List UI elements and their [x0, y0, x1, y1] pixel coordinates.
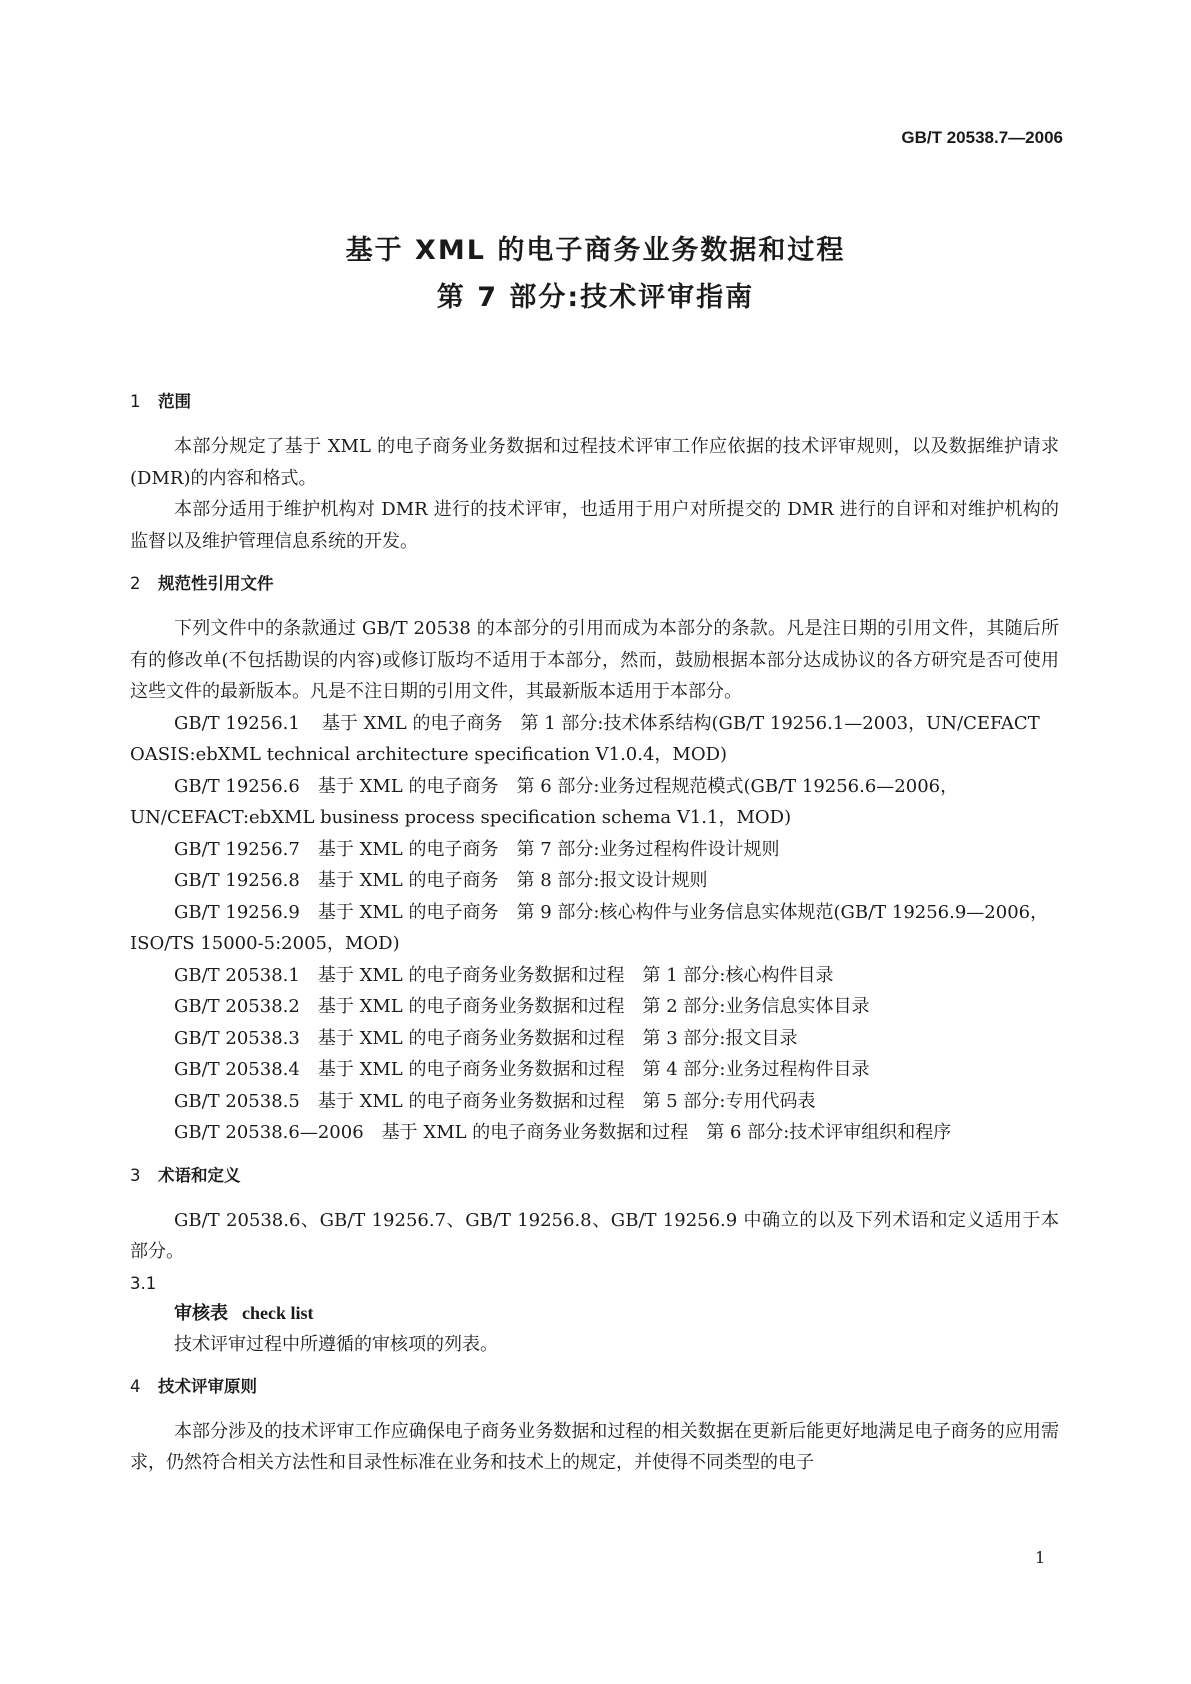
section-title: 术语和定义 [158, 1165, 241, 1185]
section-3-paragraph-1: GB/T 20538.6、GB/T 19256.7、GB/T 19256.8、GB/T 19256.9 中确立的以及下列术语和定义适用于本部分。 [130, 1209, 1059, 1262]
reference-item: GB/T 19256.8 基于 XML 的电子商务 第 8 部分:报文设计规则 [174, 870, 708, 891]
term-definition: 技术评审过程中所遵循的审核项的列表。 [174, 1333, 498, 1355]
section-4-paragraph-1: 本部分涉及的技术评审工作应确保电子商务业务数据和过程的相关数据在更新后能更好地满足电子商务的应用需求，仍然符合相关方法性和目录性标准在业务和技术上的规定，并使得不同类型的电子 [130, 1420, 1059, 1473]
reference-item: GB/T 19256.6 基于 XML 的电子商务 第 6 部分:业务过程规范模式(GB/T 19256.6—2006，UN/CEFACT:ebXML business process specification schema V1.1，MOD) [130, 775, 959, 828]
section-4-heading [130, 1374, 1059, 1400]
section-number: 2 [130, 574, 141, 593]
reference-item: GB/T 20538.1 基于 XML 的电子商务业务数据和过程 第 1 部分:核心构件目录 [174, 964, 834, 986]
section-2-heading [130, 571, 1059, 597]
section-1-heading [130, 389, 1059, 415]
section-title: 技术评审原则 [158, 1376, 257, 1396]
reference-item: GB/T 20538.6—2006 基于 XML 的电子商务业务数据和过程 第 6 部分:技术评审组织和程序 [174, 1122, 952, 1143]
section-title: 范围 [158, 392, 191, 411]
section-number: 3 [130, 1165, 141, 1185]
section-1-paragraph-2: 本部分适用于维护机构对 DMR 进行的技术评审，也适用于用户对所提交的 DMR 进行的自评和对维护机构的监督以及维护管理信息系统的开发。 [130, 499, 1059, 552]
document-body [130, 375, 1059, 1479]
reference-item: GB/T 20538.5 基于 XML 的电子商务业务数据和过程 第 5 部分:专用代码表 [174, 1090, 816, 1112]
section-1-paragraph-1: 本部分规定了基于 XML 的电子商务业务数据和过程技术评审工作应依据的技术评审规则，以及数据维护请求(DMR)的内容和格式。 [130, 436, 1059, 489]
term-entry [130, 1298, 1059, 1329]
reference-item: GB/T 19256.1 基于 XML 的电子商务 第 1 部分:技术体系结构(GB/T 19256.1—2003，UN/CEFACT OASIS:ebXML technical architecture specification V1.0.4，MOD) [130, 712, 1040, 765]
page-number: 1 [1035, 1548, 1046, 1567]
section-number: 4 [130, 1376, 141, 1396]
standard-number: GB/T 20538.7—2006 [901, 128, 1063, 147]
section-number: 1 [130, 392, 141, 411]
title-line-1: 基于 XML 的电子商务业务数据和过程 [345, 235, 846, 266]
reference-item: GB/T 19256.7 基于 XML 的电子商务 第 7 部分:业务过程构件设计规则 [174, 838, 780, 860]
subsection-number: 3.1 [130, 1273, 157, 1293]
term-english: check list [242, 1302, 314, 1323]
section-3-heading [130, 1163, 1059, 1189]
reference-item: GB/T 20538.4 基于 XML 的电子商务业务数据和过程 第 4 部分:业务过程构件目录 [174, 1059, 870, 1080]
section-title: 规范性引用文件 [158, 574, 274, 593]
reference-item: GB/T 19256.9 基于 XML 的电子商务 第 9 部分:核心构件与业务信息实体规范(GB/T 19256.9—2006，ISO/TS 15000-5:2005，MOD) [130, 901, 1049, 954]
title-line-2: 第 7 部分:技术评审指南 [436, 282, 755, 313]
reference-item: GB/T 20538.2 基于 XML 的电子商务业务数据和过程 第 2 部分:业务信息实体目录 [174, 996, 870, 1017]
term-chinese: 审核表 [174, 1302, 228, 1324]
reference-item: GB/T 20538.3 基于 XML 的电子商务业务数据和过程 第 3 部分:报文目录 [174, 1027, 798, 1049]
section-2-paragraph-1: 下列文件中的条款通过 GB/T 20538 的本部分的引用而成为本部分的条款。凡是注日期的引用文件，其随后所有的修改单(不包括勘误的内容)或修订版均不适用于本部分，然而，鼓励根据本部分达成协议的各方研究是否可使用这些文件的最新版本。凡是不注日期的引用文件，其最新版本适用于本部分。 [130, 618, 1059, 702]
